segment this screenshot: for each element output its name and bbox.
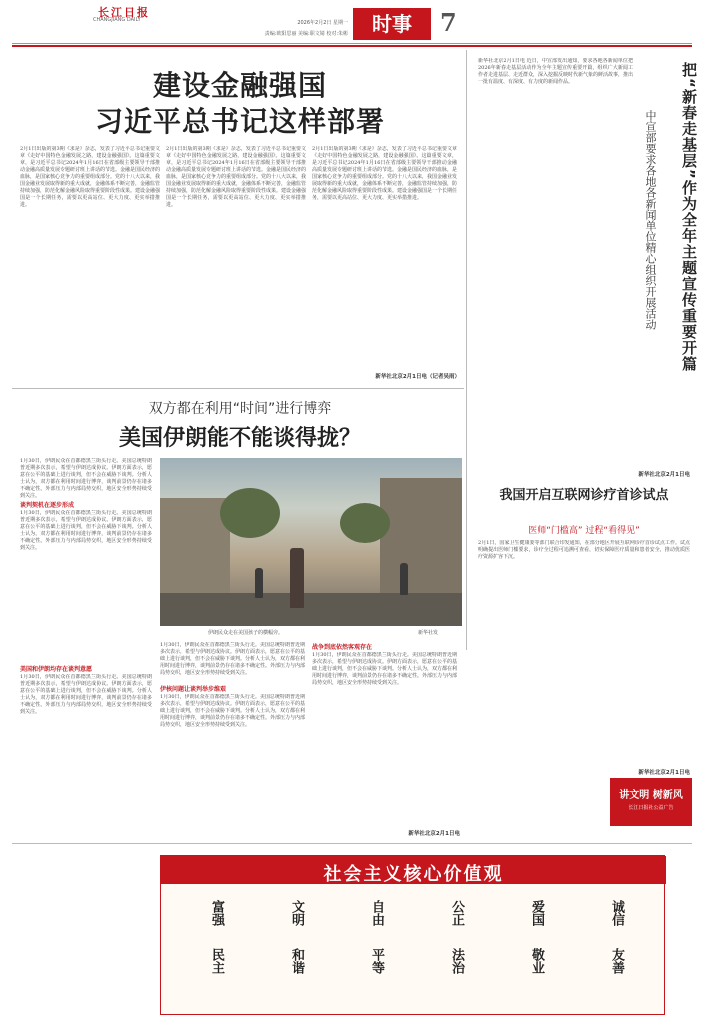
lead-headline-line1: 建设金融强国 bbox=[152, 69, 327, 102]
lead-body-col3: 2月1日出版的第3期《求是》杂志，发表了习近平总书记重要文章《走好中国特色金融发展之路，建设金融强国》。这篇重要文章，是习近平总书记2024年1月16日在省部级主要领导干部推动金融高质量发展专题研讨班上讲话的节选。金融是国民经济的血脉，是国家核心竞争力的重要组成部分。党的十八大以来，我国金融业发展取得新的重大成就，金融体系不断完善，金融监管持续加强，防范化解金融风险取得重要阶段性成果。建设金融强国是一个长期任务，需要以更高站位、更大力度、更实举措推进。 bbox=[312, 146, 457, 201]
lead-headline-line2: 习近平总书记这样部署 bbox=[94, 105, 385, 138]
iran-subhead-3: 伊核问题让谈判举步维艰 bbox=[160, 686, 227, 693]
iran-subhead-4: 战争到底依然客观存在 bbox=[312, 644, 373, 651]
logo-title: 讲文明 树新风 bbox=[619, 790, 683, 801]
hospital-body: 2月1日，国家卫生健康委等部门联合印发通知，在部分地区开展互联网诊疗首诊试点工作。试点明确提出医师门槛要求，诊疗全过程可追溯可查看，切实保障医疗质量和患者安全，推动优质医疗资源扩容下沉。 bbox=[478, 540, 690, 560]
hospital-source: 新华社北京2月1日电 bbox=[638, 770, 690, 776]
divider bbox=[12, 843, 692, 844]
iran-body-col2b: 1月30日，伊朗民众在首都德黑兰街头行走。美国总统特朗普近期多次表示，希望与伊朗达成协议。伊朗方面表示，愿意在公平的基础上进行谈判，但不会在威胁下谈判。分析人士认为，双方都在利用时间进行博弈，谈判前景仍存在诸多不确定性。外部压力与内部局势交织，地区安全形势持续受到关注。 bbox=[160, 694, 305, 728]
iran-headline: 美国伊朗能不能谈得拢？ bbox=[118, 426, 361, 451]
value-bottom: 民主 bbox=[209, 948, 224, 974]
value-bottom: 法治 bbox=[449, 948, 464, 974]
value-top: 自由 bbox=[369, 900, 384, 926]
core-values-banner bbox=[160, 855, 665, 1015]
value-top: 富强 bbox=[209, 900, 224, 926]
hospital-headline: 我国开启互联网诊疗首诊试点 bbox=[499, 488, 669, 503]
newspaper-brand-sub: CHANGJIANG DAILY bbox=[93, 17, 141, 23]
value-bottom: 敬业 bbox=[529, 948, 544, 974]
iran-subhead-1: 谈判契机在逐步形成 bbox=[20, 502, 75, 509]
iran-body-col1b: 1月30日，伊朗民众在首都德黑兰街头行走。美国总统特朗普近期多次表示，希望与伊朗达成协议。伊朗方面表示，愿意在公平的基础上进行谈判，但不会在威胁下谈判。分析人士认为，双方都在利用时间进行博弈，谈判前景仍存在诸多不确定性。外部压力与内部局势交织，地区安全形势持续受到关注。 bbox=[20, 674, 152, 715]
value-top: 文明 bbox=[289, 900, 304, 926]
public-service-logo bbox=[610, 778, 692, 826]
value-bottom: 和谐 bbox=[289, 948, 304, 974]
value-top: 公正 bbox=[449, 900, 464, 926]
iran-source: 新华社北京2月1日电 bbox=[408, 831, 460, 837]
editor-credits: 责编:欧阳思丽 美编:职文婧 校对:朱彬 bbox=[264, 31, 348, 37]
core-values-title: 社会主义核心价值观 bbox=[323, 864, 504, 885]
side-source: 新华社北京2月1日电 bbox=[638, 472, 690, 478]
iran-subhead-2: 美国和伊朗均存在谈判意愿 bbox=[20, 666, 93, 673]
column-divider bbox=[466, 50, 467, 650]
iran-body-col2a: 1月30日，伊朗民众在首都德黑兰街头行走。美国总统特朗普近期多次表示，希望与伊朗达成协议。伊朗方面表示，愿意在公平的基础上进行谈判，但不会在威胁下谈判。分析人士认为，双方都在利用时间进行博弈，谈判前景仍存在诸多不确定性。外部压力与内部局势交织，地区安全形势持续受到关注。 bbox=[160, 642, 305, 676]
divider bbox=[12, 388, 464, 389]
news-photo bbox=[160, 458, 462, 626]
photo-credit: 新华社发 bbox=[418, 630, 439, 636]
lead-body-col1: 2月1日出版的第3期《求是》杂志，发表了习近平总书记重要文章《走好中国特色金融发展之路，建设金融强国》。这篇重要文章，是习近平总书记2024年1月16日在省部级主要领导干部推动金融高质量发展专题研讨班上讲话的节选。金融是国民经济的血脉，是国家核心竞争力的重要组成部分。党的十八大以来，我国金融业发展取得新的重大成就，金融体系不断完善，金融监管持续加强，防范化解金融风险取得重要阶段性成果。建设金融强国是一个长期任务，需要以更高站位、更大力度、更实举措推进。 bbox=[20, 146, 160, 208]
hospital-subheadline: 医师“门槛高” 过程“看得见” bbox=[528, 526, 640, 536]
section-label: 时事 bbox=[353, 8, 431, 40]
photo-caption: 伊朗民众走在美国孩子的横幅旁。 bbox=[208, 630, 284, 636]
side-subheadline: 中宣部要求各地各新闻单位精心组织开展活动 bbox=[644, 110, 657, 330]
lead-source: 新华社北京2月1日电（记者吴雨） bbox=[375, 374, 460, 380]
value-top: 爱国 bbox=[529, 900, 544, 926]
page-number: 7 bbox=[440, 8, 457, 37]
masthead bbox=[0, 0, 702, 44]
iran-body-intro: 1月30日，伊朗民众在首都德黑兰街头行走。美国总统特朗普近期多次表示，希望与伊朗达成协议。伊朗方面表示，愿意在公平的基础上进行谈判，但不会在威胁下谈判。分析人士认为，双方都在利用时间进行博弈，谈判前景仍存在诸多不确定性。外部压力与内部局势交织，地区安全形势持续受到关注。 bbox=[20, 458, 152, 498]
newspaper-brand: 长江日报 bbox=[98, 6, 150, 19]
value-bottom: 友善 bbox=[609, 948, 624, 974]
lead-body-col2: 2月1日出版的第3期《求是》杂志，发表了习近平总书记重要文章《走好中国特色金融发展之路，建设金融强国》。这篇重要文章，是习近平总书记2024年1月16日在省部级主要领导干部推动金融高质量发展专题研讨班上讲话的节选。金融是国民经济的血脉，是国家核心竞争力的重要组成部分。党的十八大以来，我国金融业发展取得新的重大成就，金融体系不断完善，金融监管持续加强，防范化解金融风险取得重要阶段性成果。建设金融强国是一个长期任务，需要以更高站位、更大力度、更实举措推进。 bbox=[166, 146, 306, 208]
divider bbox=[12, 43, 692, 44]
value-top: 诚信 bbox=[609, 900, 624, 926]
edition-date: 2026年2月2日 星期一 bbox=[297, 20, 348, 26]
iran-kicker: 双方都在利用“时间”进行博弈 bbox=[148, 401, 332, 417]
value-bottom: 平等 bbox=[369, 948, 384, 974]
iran-body-col3: 1月30日，伊朗民众在首都德黑兰街头行走。美国总统特朗普近期多次表示，希望与伊朗达成协议。伊朗方面表示，愿意在公平的基础上进行谈判，但不会在威胁下谈判。分析人士认为，双方都在利用时间进行博弈，谈判前景仍存在诸多不确定性。外部压力与内部局势交织，地区安全形势持续受到关注。 bbox=[312, 652, 457, 686]
side-headline: 把“新春走基层”作为全年主题宣传重要开篇 bbox=[680, 62, 698, 372]
divider bbox=[12, 45, 692, 47]
logo-sub: 长江日报社公益广告 bbox=[628, 805, 674, 811]
side-body: 新华社北京2月1日电 近日，中宣部发出通知，要求各地各新闻单位把2026年新春走基层活动作为全年主题宣传重要开篇，组织广大新闻工作者走进基层、走近群众，深入挖掘反映时代新气象的鲜活故事，推出一批有温度、有深度、有力度的新闻作品。 bbox=[478, 58, 633, 85]
iran-body-col1: 1月30日，伊朗民众在首都德黑兰街头行走。美国总统特朗普近期多次表示，希望与伊朗达成协议。伊朗方面表示，愿意在公平的基础上进行谈判，但不会在威胁下谈判。分析人士认为，双方都在利用时间进行博弈，谈判前景仍存在诸多不确定性。外部压力与内部局势交织，地区安全形势持续受到关注。 bbox=[20, 510, 152, 551]
